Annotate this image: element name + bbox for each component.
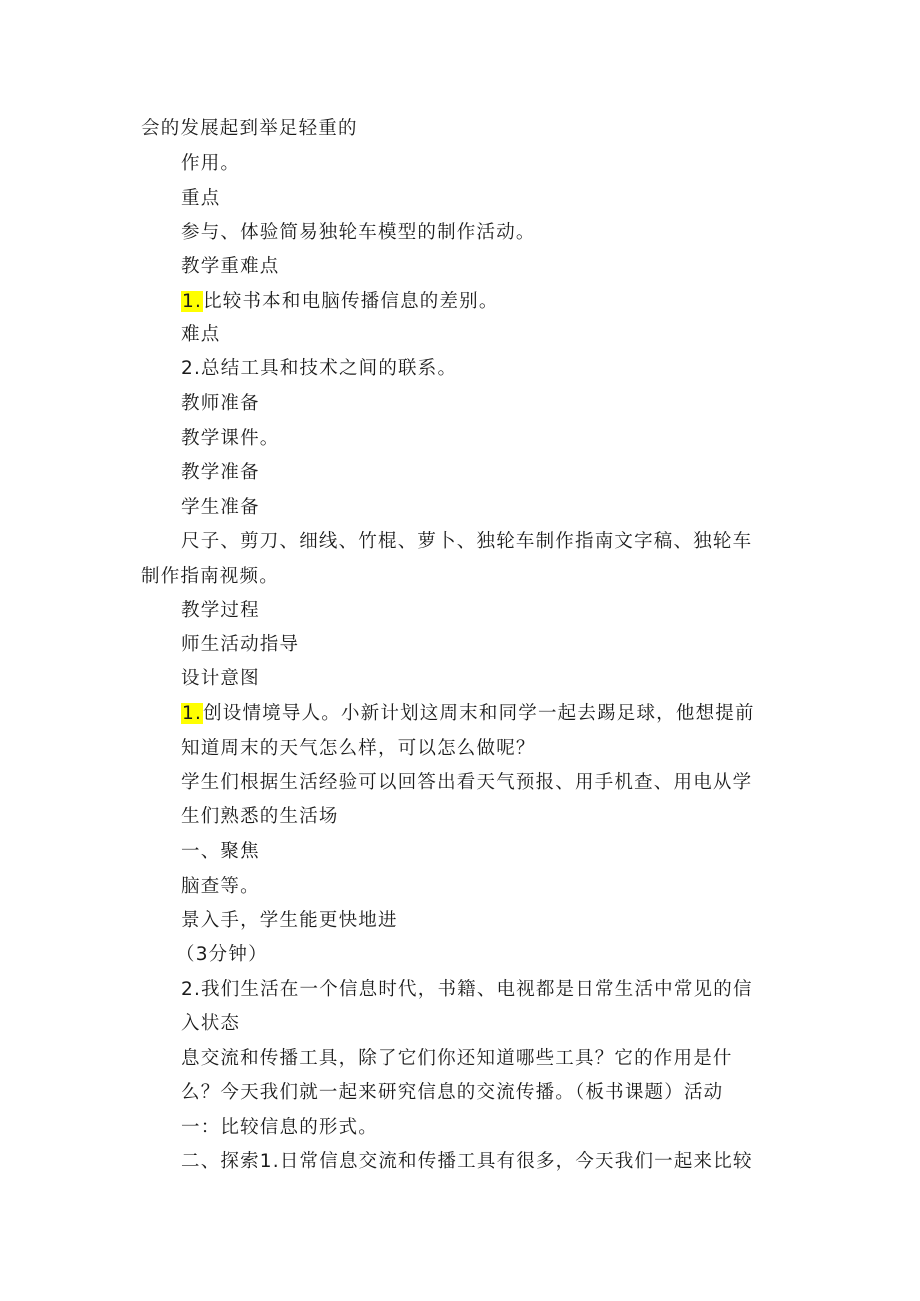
line-text: 创设情境导人。小新计划这周末和同学一起去踢足球，他想提前 xyxy=(203,703,755,724)
text-line: 么？今天我们就一起来研究信息的交流传播。（板书课题）活动 xyxy=(181,1082,724,1103)
highlighted-number: 1. xyxy=(182,703,203,724)
numbered-line xyxy=(181,697,755,731)
text-line: 入状态 xyxy=(181,1013,241,1034)
text-line: 参与、体验简易独轮车模型的制作活动。 xyxy=(181,222,536,243)
heading-line: 设计意图 xyxy=(181,668,260,689)
text-line: 生们熟悉的生活场 xyxy=(181,806,339,827)
text-line: 脑查等。 xyxy=(181,876,260,897)
numbered-line xyxy=(181,285,499,319)
text-line: 作用。 xyxy=(181,153,241,174)
text-line: 二、探索1.日常信息交流和传播工具有很多，今天我们一起来比较 xyxy=(181,1151,753,1172)
text-line: 教学课件。 xyxy=(181,428,280,449)
heading-line: 教学过程 xyxy=(181,600,260,621)
text-line: 知道周末的天气怎么样，可以怎么做呢？ xyxy=(181,738,536,759)
text-line: 2.总结工具和技术之间的联系。 xyxy=(181,358,458,379)
text-line: 学生们根据生活经验可以回答出看天气预报、用手机查、用电从学 xyxy=(181,772,753,793)
text-line: 尺子、剪刀、细线、竹棍、萝卜、独轮车制作指南文字稿、独轮车 xyxy=(181,531,753,552)
text-line: 2.我们生活在一个信息时代，书籍、电视都是日常生活中常见的信 xyxy=(181,979,753,1000)
text-line: 景入手，学生能更快地进 xyxy=(181,910,398,931)
heading-line: 一、聚焦 xyxy=(181,841,260,862)
heading-line: 教学重难点 xyxy=(181,256,280,277)
text-line: 会的发展起到举足轻重的 xyxy=(141,118,358,139)
text-line: （3分钟） xyxy=(176,944,268,965)
text-line: 制作指南视频。 xyxy=(141,566,279,587)
text-line: 息交流和传播工具，除了它们你还知道哪些工具？它的作用是什 xyxy=(181,1048,733,1069)
line-text: 比较书本和电脑传播信息的差别。 xyxy=(203,291,499,312)
heading-line: 学生准备 xyxy=(181,497,260,518)
heading-line: 教学准备 xyxy=(181,462,260,483)
text-line: 一：比较信息的形式。 xyxy=(181,1117,379,1138)
highlighted-number: 1. xyxy=(182,291,203,312)
heading-line: 难点 xyxy=(181,324,221,345)
heading-line: 教师准备 xyxy=(181,393,260,414)
heading-line: 重点 xyxy=(181,188,221,209)
heading-line: 师生活动指导 xyxy=(181,634,300,655)
